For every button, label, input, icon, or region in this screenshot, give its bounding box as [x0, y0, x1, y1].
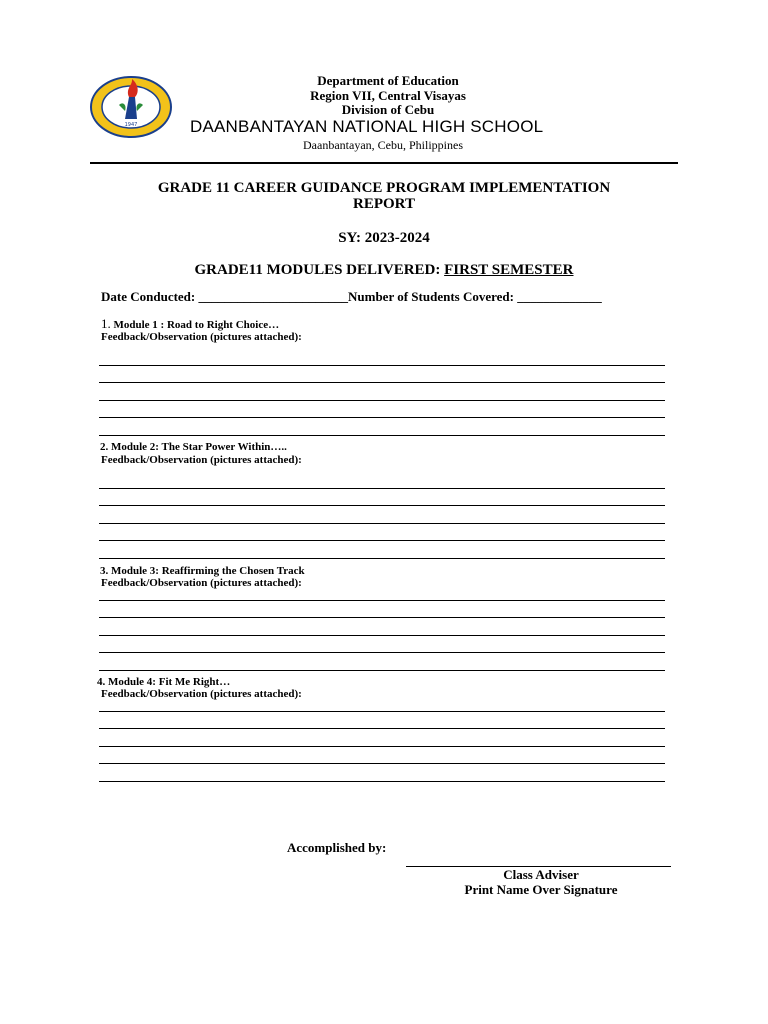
module-3-label: Module 3: Reaffirming the Chosen Track: [108, 565, 305, 577]
students-covered-label: Number of Students Covered: _____________: [348, 289, 602, 304]
writing-line[interactable]: [99, 694, 665, 712]
print-name-instruction: Print Name Over Signature: [464, 882, 618, 897]
writing-line[interactable]: [99, 506, 665, 524]
writing-line[interactable]: [99, 747, 665, 765]
module-3-title: [100, 565, 305, 577]
writing-line[interactable]: [99, 401, 665, 419]
module-2-feedback-lines[interactable]: [99, 471, 665, 559]
report-title-line1: GRADE 11 CAREER GUIDANCE PROGRAM IMPLEMENTATION: [157, 180, 611, 196]
writing-line[interactable]: [99, 524, 665, 542]
module-4-title: [97, 676, 230, 688]
module-1-label: Module 1 : Road to Right Choice…: [110, 319, 280, 331]
module-2-feedback-label: Feedback/Observation (pictures attached):: [101, 454, 302, 466]
module-1-number: 1.: [101, 316, 111, 331]
writing-line[interactable]: [99, 653, 665, 671]
writing-line[interactable]: [99, 712, 665, 730]
writing-line[interactable]: [99, 636, 665, 654]
writing-line[interactable]: [99, 366, 665, 384]
report-title-line2: REPORT: [353, 196, 415, 212]
writing-line[interactable]: [99, 383, 665, 401]
module-3-feedback-lines[interactable]: [99, 583, 665, 671]
modules-delivered-heading: [0, 261, 768, 279]
class-adviser-label: Class Adviser: [503, 867, 579, 882]
writing-line[interactable]: [99, 471, 665, 489]
accomplished-by-label: Accomplished by:: [287, 840, 387, 855]
school-address: Daanbantayan, Cebu, Philippines: [303, 138, 463, 152]
module-3-feedback-label: Feedback/Observation (pictures attached):: [101, 577, 302, 589]
module-1-feedback-label: Feedback/Observation (pictures attached):: [101, 331, 302, 343]
module-4-number: 4.: [97, 676, 106, 688]
module-2-number: 2.: [100, 441, 109, 453]
module-4-feedback-lines[interactable]: [99, 694, 665, 782]
module-1-title: [101, 318, 279, 331]
module-3-number: 3.: [100, 565, 109, 577]
module-2-title: [100, 441, 287, 453]
writing-line[interactable]: [99, 729, 665, 747]
module-4-feedback-label: Feedback/Observation (pictures attached):: [101, 688, 302, 700]
semester-value: FIRST SEMESTER: [444, 262, 574, 278]
division-name: Division of Cebu: [341, 102, 435, 117]
school-year: SY: 2023-2024: [338, 230, 430, 246]
writing-line[interactable]: [99, 348, 665, 366]
module-4-label: Module 4: Fit Me Right…: [105, 676, 231, 688]
writing-line[interactable]: [99, 618, 665, 636]
school-name: DAANBANTAYAN NATIONAL HIGH SCHOOL: [190, 117, 544, 136]
department-name: Department of Education: [317, 73, 459, 88]
modules-delivered-label: GRADE11 MODULES DELIVERED:: [194, 262, 445, 278]
date-conducted-label: Date Conducted: _______________________: [101, 289, 348, 304]
writing-line[interactable]: [99, 489, 665, 507]
module-2-label: Module 2: The Star Power Within…..: [108, 441, 287, 453]
writing-line[interactable]: [99, 764, 665, 782]
region-name: Region VII, Central Visayas: [310, 88, 466, 103]
writing-line[interactable]: [99, 418, 665, 436]
writing-line[interactable]: [99, 541, 665, 559]
writing-line[interactable]: [99, 583, 665, 601]
writing-line[interactable]: [99, 601, 665, 619]
date-conducted-field[interactable]: [101, 289, 602, 305]
school-seal-logo: [89, 75, 173, 139]
module-1-feedback-lines[interactable]: [99, 348, 665, 436]
header-divider: [90, 162, 678, 164]
seal-year: 1947: [124, 122, 138, 128]
